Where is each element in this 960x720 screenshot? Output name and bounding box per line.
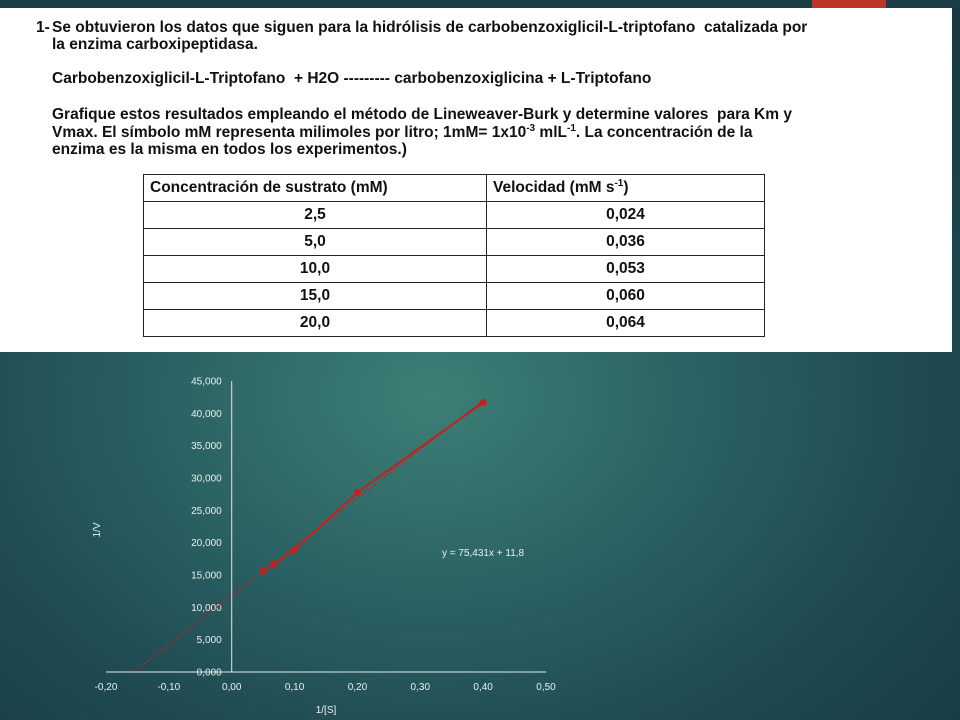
cell-velocity: 0,024 — [487, 202, 765, 229]
y-tick-label: 40,000 — [191, 408, 222, 420]
reaction-equation: Carbobenzoxiglicil-L-Triptofano + H2O --------- carbobenzoxiglicina + L-Triptofano — [52, 70, 652, 87]
y-tick-label: 20,000 — [191, 538, 222, 550]
cell-substrate: 10,0 — [144, 256, 487, 283]
y-tick-label: 30,000 — [191, 473, 222, 485]
cell-substrate: 2,5 — [144, 202, 487, 229]
table-row — [144, 283, 765, 310]
x-tick-label: -0,20 — [94, 682, 118, 693]
y-tick-label: 0,000 — [196, 667, 222, 679]
header-velocity-close: ) — [623, 179, 629, 196]
problem-number: 1- — [36, 19, 50, 36]
data-point — [260, 567, 267, 574]
y-axis-title: 1/V — [92, 522, 103, 538]
x-tick-label: 0,30 — [410, 682, 431, 693]
y-tick-label: 5,000 — [196, 635, 222, 647]
cell-velocity: 0,064 — [487, 310, 765, 337]
instruction-line-1: Grafique estos resultados empleando el método de Lineweaver-Burk y determine valores para Km y — [52, 106, 792, 123]
cell-substrate: 15,0 — [144, 283, 487, 310]
instruction-line-3: enzima es la misma en todos los experimentos.) — [52, 141, 407, 158]
y-tick-label: 35,000 — [191, 441, 222, 453]
instruction-line-2-part-a: Vmax. El símbolo mM representa milimoles por litro; 1mM= 1x10 — [52, 124, 527, 141]
data-table — [143, 174, 765, 337]
data-point — [270, 561, 277, 568]
problem-line-2: la enzima carboxipeptidasa. — [52, 36, 258, 53]
x-tick-label: 0,00 — [221, 682, 242, 693]
x-tick-label: 0,50 — [536, 682, 556, 693]
data-point — [354, 489, 361, 496]
problem-line-1: Se obtuvieron los datos que siguen para la hidrólisis de carbobenzoxiglicil-L-triptofano catalizada por — [52, 19, 808, 36]
cell-substrate: 20,0 — [144, 310, 487, 337]
instruction-line-2-part-b: mlL — [535, 124, 567, 141]
header-velocity-label: Velocidad (mM s — [493, 179, 615, 196]
y-tick-label: 25,000 — [191, 505, 222, 517]
instruction-line-2-part-c: . La concentración de la — [575, 124, 753, 141]
instruction-exponent-2: -1 — [566, 122, 576, 134]
data-point — [480, 399, 487, 406]
x-tick-label: 0,10 — [284, 682, 305, 693]
instruction-exponent-1: -3 — [526, 122, 536, 134]
x-tick-label: 0,20 — [347, 682, 368, 693]
instruction-line-2 — [52, 124, 952, 142]
cell-substrate: 5,0 — [144, 229, 487, 256]
lineweaver-burk-chart — [0, 352, 960, 720]
header-velocity — [487, 175, 765, 202]
y-tick-label: 45,000 — [191, 376, 222, 388]
table-header-row — [144, 175, 765, 202]
cell-velocity: 0,053 — [487, 256, 765, 283]
accent-bar — [812, 0, 886, 8]
table-row — [144, 202, 765, 229]
trendline-equation: y = 75,431x + 11,8 — [442, 548, 525, 559]
table-row — [144, 310, 765, 337]
x-axis-title: 1/[S] — [315, 705, 337, 716]
table-row — [144, 229, 765, 256]
header-velocity-exponent: -1 — [614, 177, 624, 189]
y-tick-label: 10,000 — [191, 602, 222, 614]
problem-document — [0, 8, 952, 352]
y-tick-label: 15,000 — [191, 570, 222, 582]
header-substrate: Concentración de sustrato (mM) — [144, 175, 487, 202]
x-tick-label: -0,10 — [157, 682, 181, 693]
x-tick-label: 0,40 — [473, 682, 493, 693]
table-row — [144, 256, 765, 283]
data-point — [291, 546, 298, 553]
cell-velocity: 0,036 — [487, 229, 765, 256]
cell-velocity: 0,060 — [487, 283, 765, 310]
